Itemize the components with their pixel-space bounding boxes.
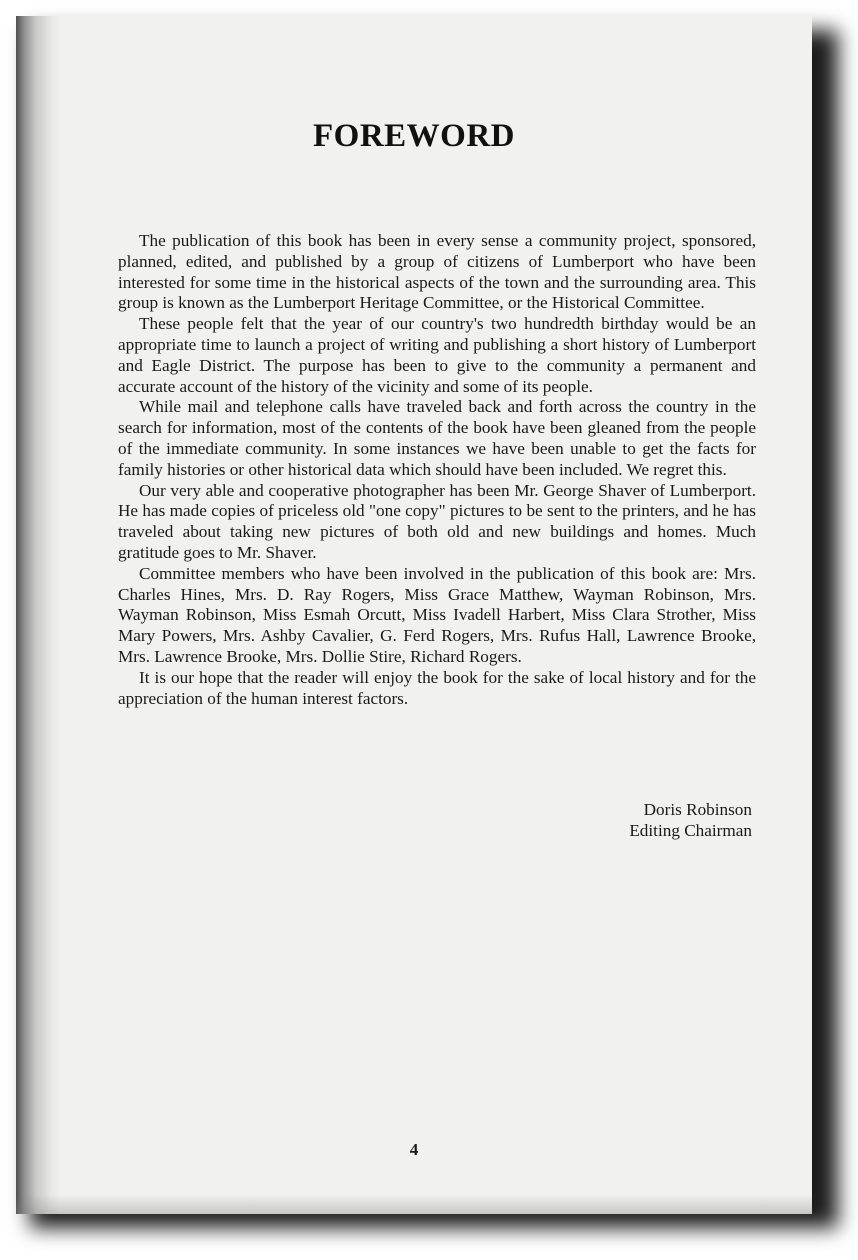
page-title: FOREWORD (313, 118, 515, 155)
paragraph-purpose: These people felt that the year of our country's two hundredth birthday would be an appropriate time to launch a project of writing and publishing a short history of Lumberport and Eagle District. The purpose has been to give to the community a permanent and accurate account of the history of the vicinity and some of its people. (118, 314, 756, 396)
paragraph-intro: The publication of this book has been in every sense a community project, sponsored, planned, edited, and published by a group of citizens of Lumberport who have been interested for some time in the historical aspects of the town and the surrounding area. This group is known as the Lumberport Heritage Committee, or the Historical Committee. (118, 231, 756, 313)
paragraph-photographer: Our very able and cooperative photographer has been Mr. George Shaver of Lumberport. He has made copies of priceless old "one copy" pictures to be sent to the printers, and he has traveled about taking new pictures of both old and new buildings and homes. Much gratitude goes to Mr. Shaver. (118, 480, 756, 562)
signature-role: Editing Chairman (629, 820, 752, 840)
paragraph-closing: It is our hope that the reader will enjoy the book for the sake of local history and for the appreciation of the human interest factors. (118, 667, 756, 708)
page-edge-shade (16, 1194, 812, 1214)
foreword-body (118, 231, 756, 709)
paragraph-research: While mail and telephone calls have traveled back and forth across the country in the search for information, most of the contents of the book have been gleaned from the people of the immediate community. In some instances we have been unable to get the facts for family histories or other historical data which should have been included. We regret this. (118, 397, 756, 479)
signature-block (629, 800, 752, 842)
book-page (16, 16, 812, 1214)
paragraph-committee: Committee members who have been involved in the publication of this book are: Mrs. Charles Hines, Mrs. D. Ray Rogers, Miss Grace Matthew, Wayman Robinson, Mrs. Wayman Robinson, Miss Esmah Orcutt, Miss Ivadell Harbert, Miss Clara Strother, Miss Mary Powers, Mrs. Ashby Cavalier, G. Ferd Rogers, Mrs. Rufus Hall, Lawrence Brooke, Mrs. Lawrence Brooke, Mrs. Dollie Stire, Richard Rogers. (118, 563, 756, 666)
book-spine (16, 16, 60, 1214)
signature-name: Doris Robinson (643, 800, 752, 819)
page-number: 4 (409, 1140, 419, 1159)
